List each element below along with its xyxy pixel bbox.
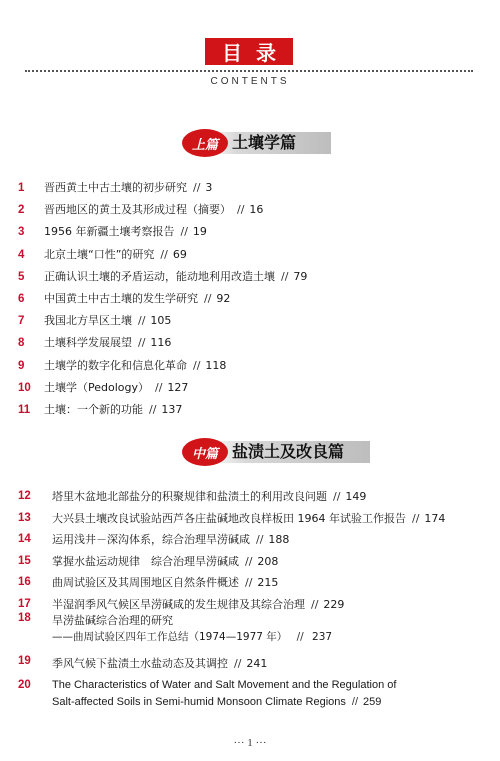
entry-page: 16 (249, 203, 264, 217)
part-title: 盐渍土及改良篇 (232, 442, 345, 461)
entry-text (44, 221, 207, 243)
entry-page: 79 (293, 269, 308, 283)
contents-label: CONTENTS (210, 76, 290, 87)
entry-title: 塔里木盆地北部盐分的积聚规律和盐渍土的利用改良问题 (52, 490, 327, 503)
toc-entry[interactable] (0, 355, 500, 377)
toc-entry[interactable] (0, 529, 500, 551)
separator: // (138, 336, 146, 350)
entry-text (44, 244, 187, 266)
entry-number: 6 (18, 292, 25, 305)
entry-text (52, 551, 278, 573)
entry-page: 3 (205, 181, 213, 194)
entry-page: 208 (257, 554, 279, 568)
entry-page: 116 (150, 336, 172, 350)
separator: // (281, 269, 289, 283)
toc-entry[interactable] (0, 310, 500, 332)
toc-entry[interactable] (0, 266, 500, 288)
toc-list-part1 (0, 177, 500, 421)
entry-number: 18 (18, 612, 31, 624)
separator: // (180, 225, 188, 239)
entry-text (44, 332, 171, 354)
entry-number: 17 (18, 597, 31, 610)
entry-number: 1 (18, 182, 25, 194)
entry-page: 149 (345, 490, 367, 503)
separator: // (193, 358, 201, 372)
dotted-divider (25, 70, 473, 72)
entry-number: 16 (18, 576, 31, 589)
separator: // (412, 511, 420, 525)
separator: // (256, 533, 264, 547)
entry-number: 3 (18, 226, 25, 239)
toc-entry[interactable] (0, 332, 500, 354)
entry-page: 229 (323, 597, 345, 611)
entry-page: 215 (257, 576, 279, 590)
entry-text (44, 177, 212, 199)
toc-entry[interactable] (0, 551, 500, 573)
toc-entry[interactable] (0, 508, 500, 530)
separator: // (351, 696, 359, 708)
entry-title: 运用浅井－深沟体系，综合治理旱涝碱咸 (52, 533, 250, 547)
entry-text (44, 399, 182, 421)
entry-subtitle: ——曲周试验区四年工作总结（1974—1977 年） (52, 631, 288, 643)
part-title: 土壤学篇 (232, 133, 297, 152)
entry-title-line1: The Characteristics of Water and Salt Movement and the Regulation of (52, 679, 397, 691)
toc-entry[interactable] (0, 572, 500, 594)
page-number-footer: ··· 1 ··· (233, 737, 267, 749)
entry-title: 土壤：一个新的功能 (44, 402, 143, 416)
toc-entry[interactable] (0, 486, 500, 508)
separator: // (245, 554, 253, 568)
toc-entry[interactable] (0, 199, 500, 221)
separator: // (204, 291, 212, 305)
entry-number: 15 (18, 554, 31, 567)
entry-text (52, 486, 366, 508)
entry-page: 188 (268, 533, 290, 547)
part-banner-1 (0, 128, 500, 158)
entry-text (44, 266, 307, 288)
entry-page: 174 (424, 511, 446, 525)
entry-title: 半湿润季风气候区旱涝碱咸的发生规律及其综合治理 (52, 597, 305, 611)
entry-number: 13 (18, 511, 31, 524)
entry-title: 旱涝盐碱综合治理的研究 (52, 614, 173, 627)
separator: // (245, 576, 253, 590)
entry-page: 19 (192, 225, 207, 239)
entry-number: 19 (18, 655, 31, 667)
part-banner-2 (0, 437, 500, 467)
toc-entry[interactable] (0, 221, 500, 243)
entry-title: 中国黄土中古土壤的发生学研究 (44, 291, 198, 305)
entry-text (52, 572, 278, 594)
entry-page: 118 (205, 358, 227, 372)
entry-number: 9 (18, 359, 25, 372)
entry-page: 259 (363, 696, 382, 708)
entry-title: 1956 年新疆土壤考察报告 (44, 225, 175, 239)
separator: // (149, 402, 157, 416)
toc-title-box (205, 38, 293, 65)
toc-entry[interactable] (0, 399, 500, 421)
separator: // (138, 314, 146, 328)
toc-entry[interactable] (0, 244, 500, 266)
entry-number: 8 (18, 337, 25, 350)
entry-number: 12 (18, 490, 31, 502)
entry-number: 2 (18, 204, 25, 217)
separator: // (333, 490, 341, 503)
entry-title: 我国北方旱区土壤 (44, 314, 132, 328)
entry-title-line2: Salt-affected Soils in Semi-humid Monsoon Climate Regions (52, 696, 346, 708)
entry-page: 137 (161, 402, 183, 416)
toc-title: 目录 (222, 41, 290, 65)
toc-entry[interactable] (0, 177, 500, 199)
entry-number: 5 (18, 270, 25, 283)
separator: // (237, 203, 245, 217)
entry-page: 69 (172, 247, 187, 261)
separator: // (296, 631, 304, 643)
entry-page: 105 (150, 314, 172, 328)
entry-page: 127 (167, 380, 189, 394)
entry-text (52, 529, 289, 551)
toc-entry[interactable] (0, 288, 500, 310)
entry-title: 土壤学的数字化和信息化革命 (44, 358, 187, 372)
entry-text (44, 199, 263, 221)
separator: // (160, 247, 168, 261)
toc-entry[interactable] (0, 377, 500, 399)
entry-title: 北京土壤“口性”的研究 (44, 247, 155, 261)
entry-number: 11 (18, 403, 31, 416)
separator: // (193, 181, 201, 194)
entry-number: 14 (18, 533, 31, 546)
entry-text (44, 310, 171, 332)
toc-entry-18-subtitle (52, 629, 332, 644)
entry-text (44, 288, 230, 310)
toc-list-part2 (0, 486, 500, 616)
entry-title: 曲周试验区及其周围地区自然条件概述 (52, 576, 239, 590)
entry-page: 241 (246, 657, 268, 670)
entry-title: 季风气候下盐渍土水盐动态及其调控 (52, 657, 228, 670)
entry-number: 7 (18, 315, 25, 328)
entry-title: 土壤科学发展展望 (44, 336, 132, 350)
entry-title: 正确认识土壤的矛盾运动，能动地利用改造土壤 (44, 269, 275, 283)
entry-number: 4 (18, 248, 25, 261)
toc-header (0, 0, 500, 100)
separator: // (155, 380, 163, 394)
separator: // (311, 597, 319, 611)
entry-page: 237 (312, 631, 333, 643)
entry-text (44, 355, 226, 377)
entry-title: 晋西黄土中古土壤的初步研究 (44, 181, 187, 194)
part-badge: 中篇 (182, 438, 228, 466)
entry-title: 大兴县土壤改良试验站西芦各庄盐碱地改良样板田 1964 年试验工作报告 (52, 511, 406, 525)
entry-title: 土壤学（Pedology） (44, 380, 149, 394)
entry-title: 晋西地区的黄土及其形成过程（摘要） (44, 203, 231, 217)
part-badge: 上篇 (182, 129, 228, 157)
entry-text (44, 377, 188, 399)
entry-number: 20 (18, 679, 31, 691)
entry-text (52, 508, 445, 530)
entry-number: 10 (18, 381, 31, 394)
separator: // (234, 657, 242, 670)
entry-page: 92 (216, 291, 231, 305)
entry-title: 掌握水盐运动规律 综合治理旱涝碱咸 (52, 554, 239, 568)
